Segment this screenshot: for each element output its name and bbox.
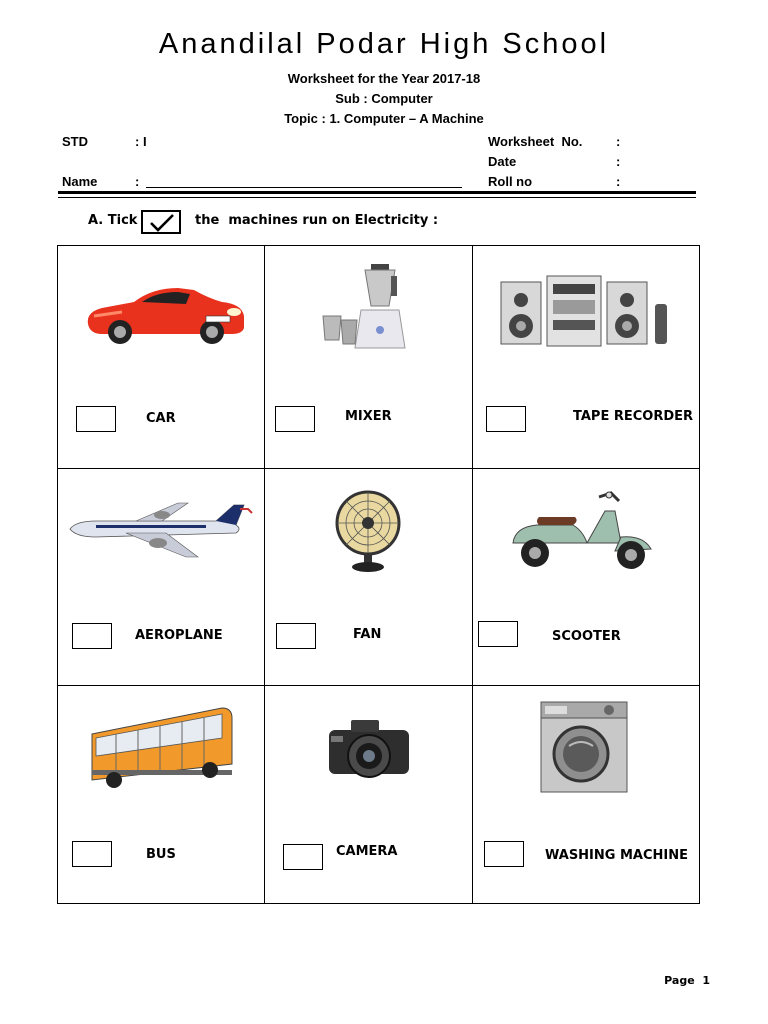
mixer-label: MIXER (345, 409, 392, 424)
washing-machine-icon (535, 700, 633, 794)
item-bus (58, 686, 264, 903)
aeroplane-label: AEROPLANE (135, 628, 223, 643)
aeroplane-icon (66, 499, 256, 563)
tape-recorder-checkbox[interactable] (486, 406, 526, 432)
subject-line: Sub : Computer (335, 91, 433, 106)
item-aeroplane (58, 469, 264, 685)
item-camera (265, 686, 472, 903)
std-value: : I (135, 134, 147, 149)
washing-machine-checkbox[interactable] (484, 841, 524, 867)
roll-colon: : (616, 174, 621, 189)
question-suffix: the machines run on Electricity : (195, 213, 439, 228)
header-rule-thick (58, 191, 696, 194)
date-label: Date (488, 154, 517, 169)
aeroplane-checkbox[interactable] (72, 623, 112, 649)
scooter-checkbox[interactable] (478, 621, 518, 647)
name-colon: : (135, 174, 140, 189)
bus-icon (86, 704, 236, 790)
scooter-icon (503, 487, 659, 573)
topic-line: Topic : 1. Computer – A Machine (284, 111, 484, 126)
fan-label: FAN (353, 627, 382, 642)
mixer-checkbox[interactable] (275, 406, 315, 432)
tape-recorder-label: TAPE RECORDER (573, 409, 694, 424)
camera-checkbox[interactable] (283, 844, 323, 870)
machines-grid (57, 245, 700, 904)
scooter-label: SCOOTER (552, 629, 621, 644)
worksheet-no-colon: : (616, 134, 621, 149)
item-washing-machine (473, 686, 700, 903)
school-title: Anandilal Podar High School (158, 28, 610, 60)
mixer-icon (317, 260, 417, 352)
question-prefix: A. Tick (88, 213, 138, 228)
fan-checkbox[interactable] (276, 623, 316, 649)
item-fan (265, 469, 472, 685)
tape-recorder-icon (499, 274, 675, 348)
car-checkbox[interactable] (76, 406, 116, 432)
item-mixer (265, 246, 472, 468)
std-label: STD (62, 134, 88, 149)
worksheet-year: Worksheet for the Year 2017-18 (287, 71, 481, 86)
header-rule-thin (58, 197, 696, 198)
name-line[interactable] (146, 187, 462, 188)
item-car (58, 246, 264, 468)
item-scooter (473, 469, 700, 685)
item-tape-recorder (473, 246, 700, 468)
worksheet-no-label: Worksheet No. (488, 134, 583, 149)
roll-label: Roll no (488, 174, 533, 189)
bus-checkbox[interactable] (72, 841, 112, 867)
tick-sample-box (141, 210, 181, 234)
check-icon (149, 213, 175, 233)
date-colon: : (616, 154, 621, 169)
car-icon (82, 276, 250, 348)
fan-icon (325, 489, 411, 573)
name-label: Name (62, 174, 98, 189)
bus-label: BUS (146, 847, 176, 862)
camera-icon (325, 716, 413, 782)
washing-machine-label: WASHING MACHINE (545, 848, 688, 863)
car-label: CAR (146, 411, 176, 426)
camera-label: CAMERA (336, 844, 398, 859)
page-number: Page 1 (664, 974, 710, 987)
